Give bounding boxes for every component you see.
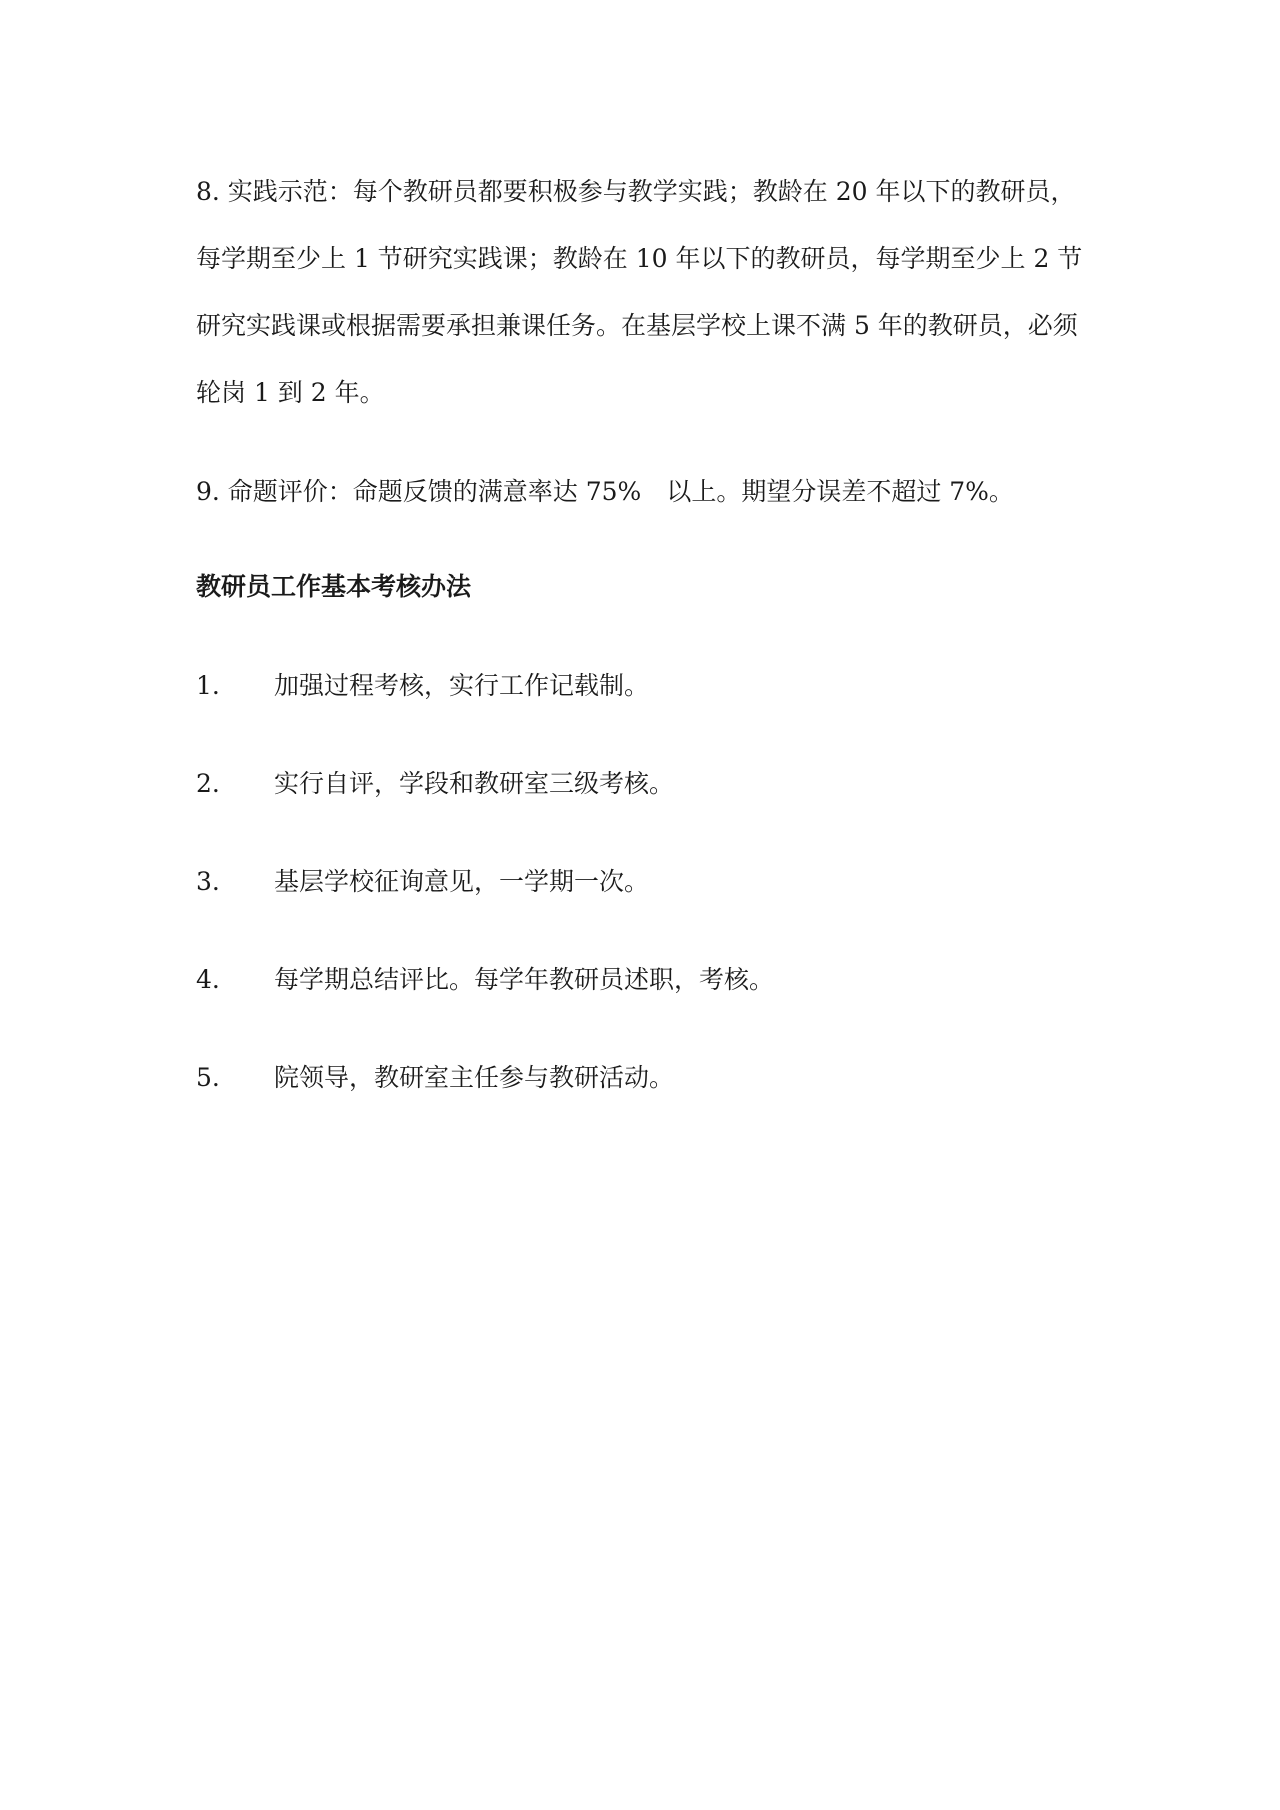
paragraph-item-9: 9. 命题评价：命题反馈的满意率达 75% 以上。期望分误差不超过 7%。 (196, 477, 1014, 506)
list-item (196, 946, 1096, 1013)
list-item-number: 1. (196, 671, 220, 700)
list-item-text: 院领导，教研室主任参与教研活动。 (274, 1063, 675, 1092)
list-item-number: 3. (196, 867, 220, 896)
list-item-text: 加强过程考核，实行工作记载制。 (274, 671, 650, 700)
list-item (196, 848, 1096, 915)
paragraph-item-8: 8. 实践示范：每个教研员都要积极参与教学实践；教龄在 20 年以下的教研员，每学期至少上 1 节研究实践课；教龄在 10 年以下的教研员，每学期至少上 2 节研究实践课或根据需要承担兼课任务。在基层学校上课不满 5 年的教研员，必须轮岗 1 到 2 年。 (196, 177, 1083, 407)
list-item (196, 1044, 1096, 1111)
list-item-text: 基层学校征询意见，一学期一次。 (274, 867, 650, 896)
list-item-number: 4. (196, 965, 220, 994)
list-item (196, 652, 1096, 719)
list-item-number: 5. (196, 1063, 220, 1092)
list-item (196, 750, 1096, 817)
list-item-text: 实行自评，学段和教研室三级考核。 (274, 769, 675, 798)
list-item-text: 每学期总结评比。每学年教研员述职，考核。 (274, 965, 775, 994)
section-heading: 教研员工作基本考核办法 (196, 572, 472, 601)
list-item-number: 2. (196, 769, 220, 798)
